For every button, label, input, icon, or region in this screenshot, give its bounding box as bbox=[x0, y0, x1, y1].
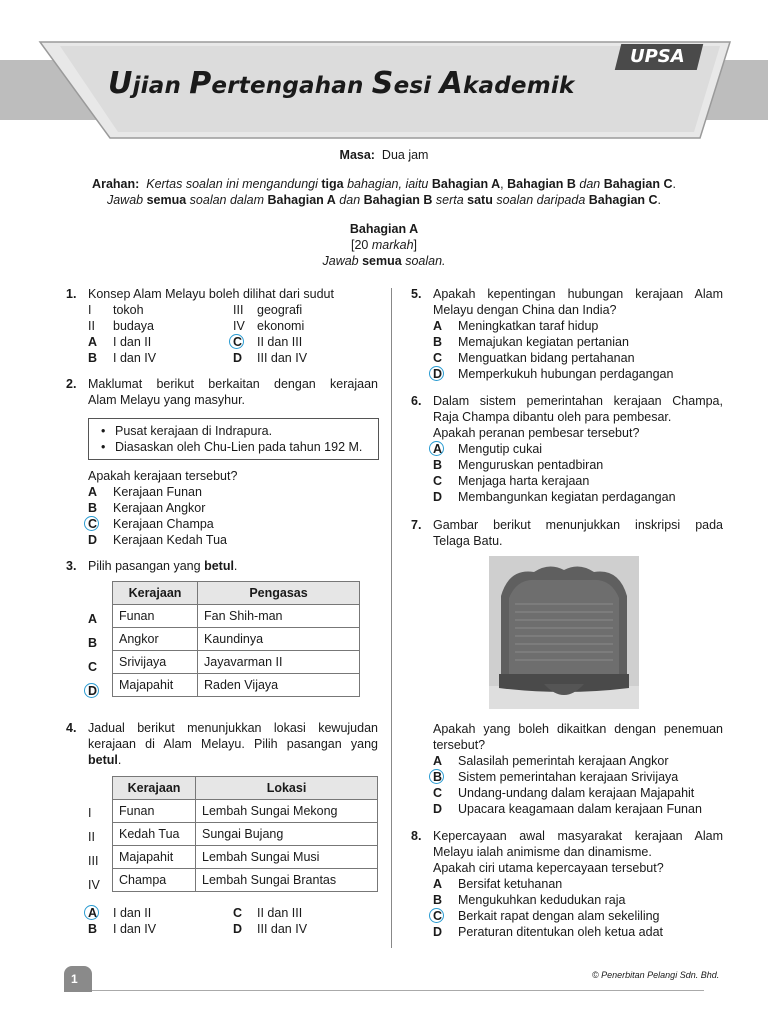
table-row: Champa Lembah Sungai Brantas bbox=[113, 869, 378, 892]
item-text: budaya bbox=[113, 319, 155, 333]
q4-table bbox=[112, 776, 378, 892]
question-number: 5. bbox=[411, 287, 422, 301]
option-letter[interactable]: B bbox=[433, 893, 443, 907]
bullet-icon: • bbox=[101, 440, 106, 454]
question-text: kerajaan di Alam Melayu. Pilih pasangan yang bbox=[88, 737, 378, 751]
table-header: Pengasas bbox=[198, 582, 360, 605]
question-text: Apakah yang boleh dikaitkan dengan penemuan bbox=[433, 722, 723, 736]
option-letter[interactable]: D bbox=[233, 351, 243, 365]
row-numeral: I bbox=[88, 806, 92, 820]
question-number: 2. bbox=[66, 377, 77, 391]
question-number: 1. bbox=[66, 287, 77, 301]
upsa-tag: UPSA bbox=[630, 46, 685, 67]
option-text[interactable]: I dan II bbox=[113, 335, 152, 349]
row-numeral: III bbox=[88, 854, 99, 868]
question-number: 3. bbox=[66, 559, 77, 573]
table-row: Srivijaya Jayavarman II bbox=[113, 651, 360, 674]
question-text: betul. bbox=[88, 753, 122, 767]
option-text[interactable]: Sistem pemerintahan kerajaan Srivijaya bbox=[458, 770, 679, 784]
option-text[interactable]: II dan III bbox=[257, 335, 303, 349]
option-letter[interactable]: C bbox=[233, 906, 243, 920]
option-text[interactable]: Kerajaan Champa bbox=[113, 517, 214, 531]
option-letter[interactable]: B bbox=[88, 501, 98, 515]
option-text[interactable]: Menguatkan bidang pertahanan bbox=[458, 351, 635, 365]
option-letter[interactable]: B bbox=[433, 335, 443, 349]
option-letter[interactable]: B bbox=[433, 458, 443, 472]
item-text: tokoh bbox=[113, 303, 144, 317]
option-letter[interactable]: D bbox=[233, 922, 243, 936]
question-number: 4. bbox=[66, 721, 77, 735]
option-letter[interactable]: A bbox=[88, 612, 98, 626]
option-text[interactable]: Kerajaan Angkor bbox=[113, 501, 206, 515]
option-letter[interactable]: D bbox=[88, 684, 98, 698]
question-number: 6. bbox=[411, 394, 422, 408]
question-text: Gambar berikut menunjukkan inskripsi pada bbox=[433, 518, 723, 532]
option-text[interactable]: Bersifat ketuhanan bbox=[458, 877, 563, 891]
option-letter[interactable]: A bbox=[88, 335, 98, 349]
question-text: tersebut? bbox=[433, 738, 486, 752]
option-text[interactable]: Menguruskan pentadbiran bbox=[458, 458, 604, 472]
question-text: Apakah ciri utama kepercayaan tersebut? bbox=[433, 861, 664, 875]
item-numeral: I bbox=[88, 303, 92, 317]
option-text[interactable]: Upacara keagamaan dalam kerajaan Funan bbox=[458, 802, 702, 816]
section-marks: [20 markah] bbox=[350, 238, 418, 252]
option-text[interactable]: I dan IV bbox=[113, 922, 157, 936]
option-text[interactable]: Menjaga harta kerajaan bbox=[458, 474, 590, 488]
table-row: Angkor Kaundinya bbox=[113, 628, 360, 651]
arahan-line-2: Jawab semua soalan dalam Bahagian A dan Bahagian B serta satu soalan daripada Bahagian C. bbox=[106, 193, 662, 207]
page-title: Ujian Pertengahan Sesi Akademik bbox=[108, 66, 575, 101]
question-text: Alam Melayu yang masyhur. bbox=[88, 393, 246, 407]
question-text: Maklumat berikut berkaitan dengan kerajaan bbox=[88, 377, 378, 391]
question-text: Pilih pasangan yang betul. bbox=[88, 559, 238, 573]
question-text: Jadual berikut menunjukkan lokasi kewujudan bbox=[88, 721, 378, 735]
option-text[interactable]: Membangunkan kegiatan perdagangan bbox=[458, 490, 676, 504]
question-text: Dalam sistem pemerintahan kerajaan Champa, bbox=[433, 394, 723, 408]
option-text[interactable]: Memajukan kegiatan pertanian bbox=[458, 335, 629, 349]
table-header: Kerajaan bbox=[113, 582, 198, 605]
question-text: Konsep Alam Melayu boleh dilihat dari sudut bbox=[88, 287, 334, 301]
option-letter[interactable]: B bbox=[88, 636, 98, 650]
item-text: geografi bbox=[257, 303, 303, 317]
table-row: Funan Fan Shih-man bbox=[113, 605, 360, 628]
option-text[interactable]: Kerajaan Funan bbox=[113, 485, 202, 499]
option-letter[interactable]: A bbox=[433, 442, 443, 456]
option-text[interactable]: III dan IV bbox=[257, 922, 308, 936]
option-letter[interactable]: B bbox=[88, 351, 98, 365]
option-letter[interactable]: A bbox=[88, 906, 98, 920]
question-text: Apakah peranan pembesar tersebut? bbox=[433, 426, 640, 440]
option-letter[interactable]: C bbox=[433, 474, 443, 488]
option-letter[interactable]: C bbox=[433, 786, 443, 800]
option-letter[interactable]: D bbox=[433, 802, 443, 816]
option-text[interactable]: Mengukuhkan kedudukan raja bbox=[458, 893, 626, 907]
column-divider bbox=[391, 288, 392, 948]
table-row: Majapahit Raden Vijaya bbox=[113, 674, 360, 697]
item-numeral: II bbox=[88, 319, 95, 333]
copyright: © Penerbitan Pelangi Sdn. Bhd. bbox=[592, 970, 720, 980]
question-text: Melayu ialah animisme dan dinamisme. bbox=[433, 845, 652, 859]
option-letter[interactable]: D bbox=[433, 925, 443, 939]
table-row: Kedah Tua Sungai Bujang bbox=[113, 823, 378, 846]
item-numeral: IV bbox=[233, 319, 245, 333]
option-letter[interactable]: B bbox=[433, 770, 443, 784]
option-letter[interactable]: C bbox=[88, 517, 98, 531]
question-text: Apakah kerajaan tersebut? bbox=[88, 469, 238, 483]
telaga-batu-inscription-image bbox=[489, 556, 639, 709]
page-number: 1 bbox=[71, 972, 78, 986]
table-row: Majapahit Lembah Sungai Musi bbox=[113, 846, 378, 869]
question-text: Raja Champa dibantu oleh para pembesar. bbox=[433, 410, 672, 424]
option-text[interactable]: II dan III bbox=[257, 906, 303, 920]
option-text[interactable]: Berkait rapat dengan alam sekeliling bbox=[458, 909, 660, 923]
section-note: Jawab semua soalan. bbox=[322, 254, 446, 268]
masa-line: Masa: Dua jam bbox=[339, 148, 429, 162]
info-item: Pusat kerajaan di Indrapura. bbox=[115, 424, 273, 438]
option-letter[interactable]: A bbox=[433, 877, 443, 891]
question-text: Melayu dengan China dan India? bbox=[433, 303, 617, 317]
option-text[interactable]: Undang-undang dalam kerajaan Majapahit bbox=[458, 786, 695, 800]
option-text[interactable]: Kerajaan Kedah Tua bbox=[113, 533, 227, 547]
option-text[interactable]: Meningkatkan taraf hidup bbox=[458, 319, 599, 333]
page-number-tab bbox=[64, 966, 92, 992]
option-text[interactable]: I dan IV bbox=[113, 351, 157, 365]
option-text[interactable]: Memperkukuh hubungan perdagangan bbox=[458, 367, 674, 381]
question-text: Apakah kepentingan hubungan kerajaan Alam bbox=[433, 287, 723, 301]
section-title: Bahagian A bbox=[349, 222, 419, 236]
footer-rule bbox=[64, 990, 704, 991]
option-letter[interactable]: D bbox=[433, 490, 443, 504]
option-text[interactable]: I dan II bbox=[113, 906, 152, 920]
item-numeral: III bbox=[233, 303, 244, 317]
option-letter[interactable]: B bbox=[88, 922, 98, 936]
table-header: Lokasi bbox=[196, 777, 378, 800]
option-letter[interactable]: A bbox=[433, 754, 443, 768]
table-row: Funan Lembah Sungai Mekong bbox=[113, 800, 378, 823]
option-letter[interactable]: C bbox=[433, 351, 443, 365]
option-text[interactable]: Peraturan ditentukan oleh ketua adat bbox=[458, 925, 664, 939]
question-number: 7. bbox=[411, 518, 422, 532]
question-number: 8. bbox=[411, 829, 422, 843]
option-letter[interactable]: D bbox=[88, 533, 98, 547]
q3-table bbox=[112, 581, 360, 697]
arahan-line-1: Arahan: Kertas soalan ini mengandungi tiga bahagian, iaitu Bahagian A, Bahagian B dan Bahagian C. bbox=[92, 177, 676, 191]
question-text: Telaga Batu. bbox=[433, 534, 503, 548]
bullet-icon: • bbox=[101, 424, 106, 438]
option-text[interactable]: Mengutip cukai bbox=[458, 442, 543, 456]
row-numeral: II bbox=[88, 830, 95, 844]
row-numeral: IV bbox=[88, 878, 100, 892]
option-letter[interactable]: A bbox=[433, 319, 443, 333]
option-letter[interactable]: C bbox=[233, 335, 243, 349]
option-text[interactable]: III dan IV bbox=[257, 351, 308, 365]
option-letter[interactable]: A bbox=[88, 485, 98, 499]
option-text[interactable]: Salasilah pemerintah kerajaan Angkor bbox=[458, 754, 669, 768]
item-text: ekonomi bbox=[257, 319, 305, 333]
table-header: Kerajaan bbox=[113, 777, 196, 800]
question-text: Kepercayaan awal masyarakat kerajaan Alam bbox=[433, 829, 723, 843]
option-letter[interactable]: D bbox=[433, 367, 443, 381]
option-letter[interactable]: C bbox=[88, 660, 98, 674]
info-item: Diasaskan oleh Chu-Lien pada tahun 192 M. bbox=[115, 440, 363, 454]
option-letter[interactable]: C bbox=[433, 909, 443, 923]
